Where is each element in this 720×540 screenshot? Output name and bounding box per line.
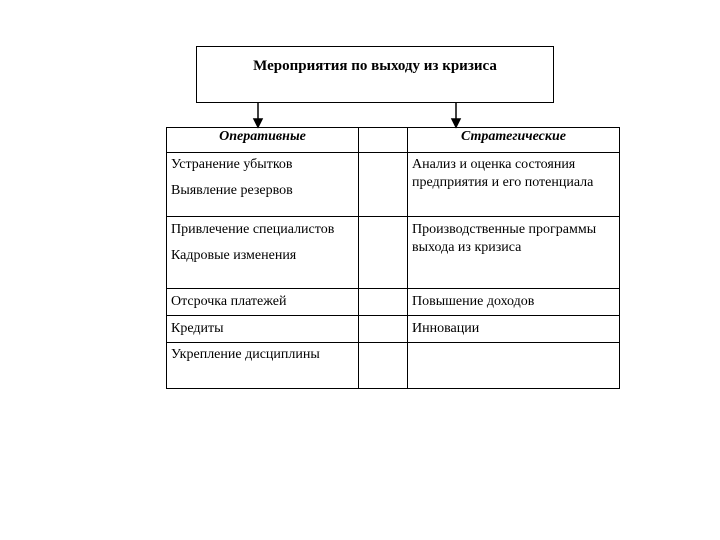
table-row: [167, 343, 620, 389]
header-strategic: Стратегические: [408, 128, 620, 153]
operative-cell: [167, 289, 359, 316]
spacer-cell: [359, 343, 408, 389]
strategic-cell: [408, 343, 620, 389]
strategic-cell: [408, 289, 620, 316]
operative-cell: [167, 343, 359, 389]
strategic-cell: [408, 153, 620, 217]
list-item: Производственные программы выхода из кризиса: [412, 222, 597, 255]
list-item: Повышение доходов: [412, 294, 535, 309]
operative-cell: [167, 153, 359, 217]
arrow-right-head: [452, 119, 460, 127]
table-row: [167, 217, 620, 289]
spacer-cell: [359, 128, 408, 153]
list-item: Кадровые изменения: [171, 248, 297, 263]
operative-cell: [167, 217, 359, 289]
spacer-cell: [359, 153, 408, 217]
strategic-cell: [408, 217, 620, 289]
strategic-cell: [408, 316, 620, 343]
spacer-cell: [359, 289, 408, 316]
list-item: Анализ и оценка состояния предприятия и его потенциала: [412, 157, 594, 190]
list-item: Кредиты: [171, 321, 224, 336]
diagram-title: Мероприятия по выходу из кризиса: [253, 58, 497, 74]
measures-table: [166, 127, 620, 389]
table-header-row: [167, 128, 620, 153]
list-item: Устранение убытков: [171, 157, 293, 172]
table-row: [167, 289, 620, 316]
list-item: Привлечение специалистов: [171, 222, 335, 237]
header-operative: Оперативные: [167, 128, 359, 153]
list-item: Инновации: [412, 321, 480, 336]
list-item: Отсрочка платежей: [171, 294, 287, 309]
spacer-cell: [359, 217, 408, 289]
arrow-left-head: [254, 119, 262, 127]
list-item: Выявление резервов: [171, 183, 293, 198]
spacer-cell: [359, 316, 408, 343]
operative-cell: [167, 316, 359, 343]
table-row: [167, 153, 620, 217]
table-row: [167, 316, 620, 343]
list-item: Укрепление дисциплины: [171, 347, 320, 362]
